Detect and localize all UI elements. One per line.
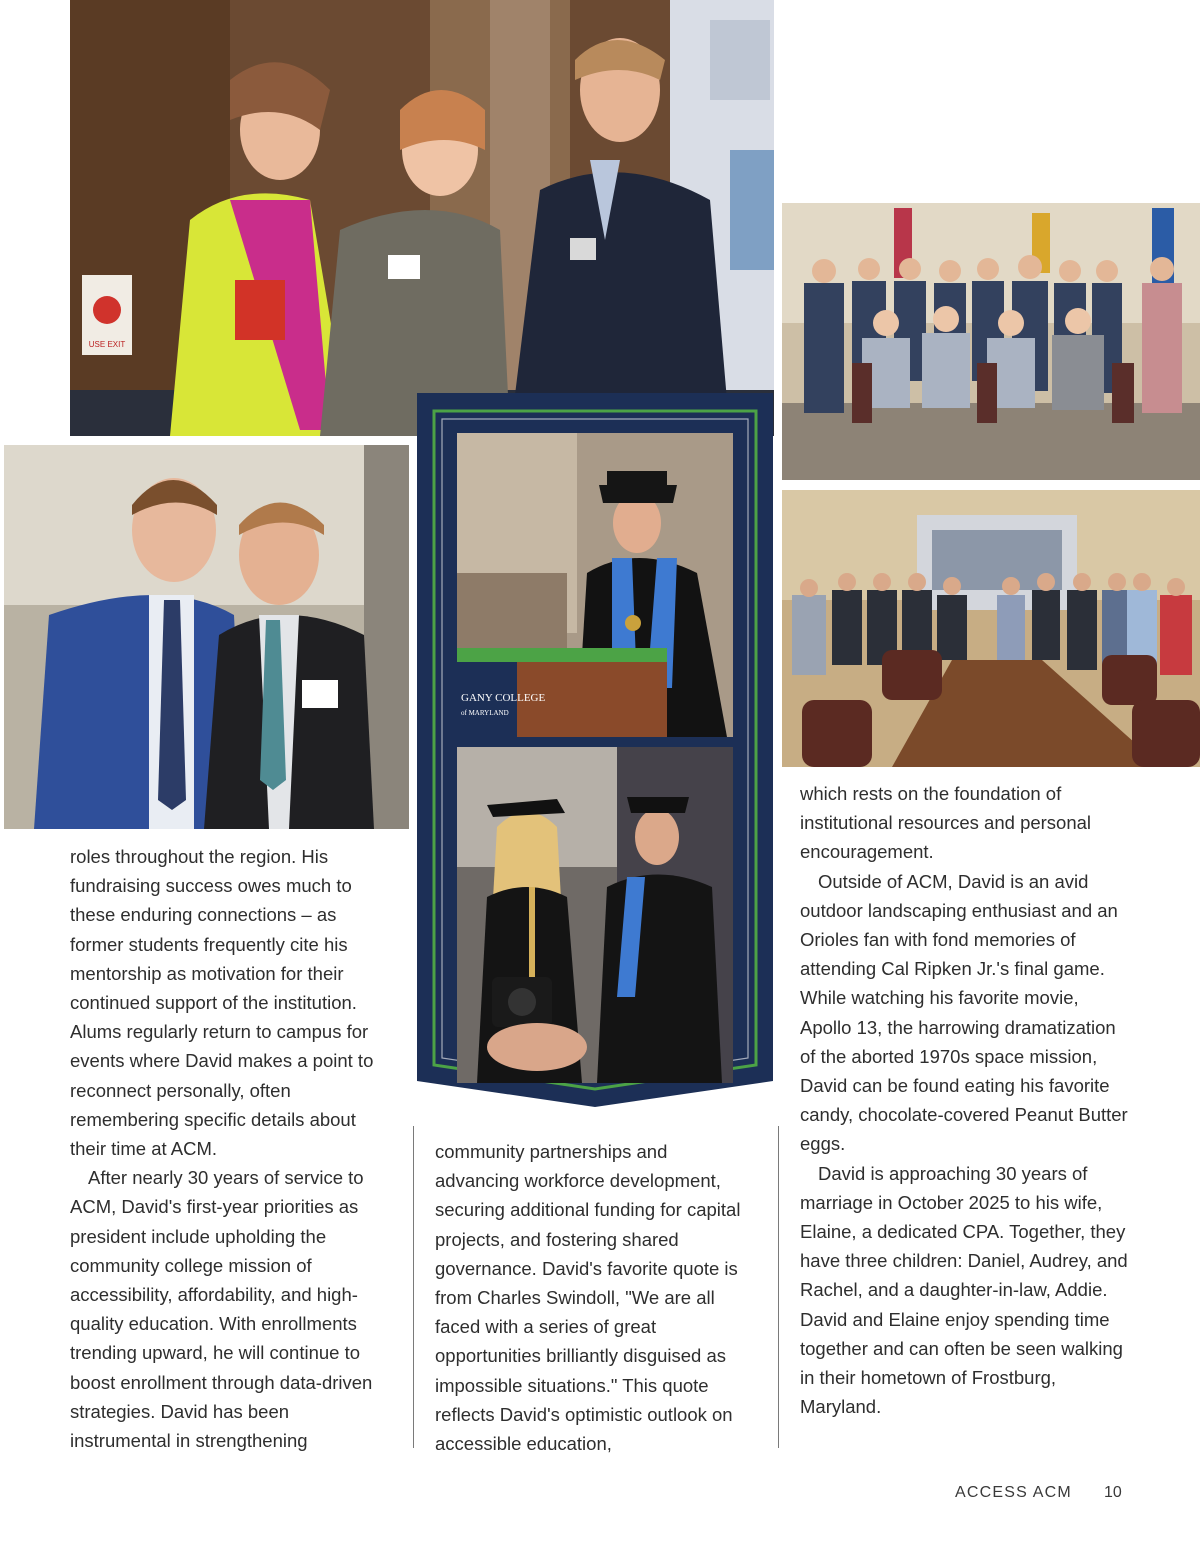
podium-sign-subtext: of MARYLAND bbox=[461, 709, 509, 717]
commencement-banner bbox=[417, 393, 773, 1107]
photo-two-men bbox=[4, 445, 409, 829]
photo-conference-room bbox=[782, 490, 1200, 767]
article-paragraph: community partnerships and advancing workforce development, securing additional funding for capital projects, and fostering shared governance. David's favorite quote is from Charles Swindoll, "We are all faced with a series of great opportunities brilliantly disguised as impossible situations." This quote reflects David's optimistic outlook on accessible education, bbox=[435, 1141, 741, 1455]
article-paragraph: David is approaching 30 years of marriage in October 2025 to his wife, Elaine, a dedicated CPA. Together, they have three children: Daniel, Audrey, and Rachel, and a daughter-in-law, Addie. David and Elaine enjoy spending time together and can often be seen walking in their hometown of Frostburg, Maryland. bbox=[800, 1162, 1128, 1418]
photo-president-podium bbox=[457, 433, 733, 737]
photo-graduate-handshake bbox=[457, 747, 733, 1083]
podium-sign-text: GANY COLLEGE bbox=[461, 692, 546, 704]
exit-sign-label: USE EXIT bbox=[88, 340, 126, 349]
photo-reception bbox=[70, 0, 774, 436]
article-column-2 bbox=[435, 1137, 753, 1458]
column-divider bbox=[413, 1126, 414, 1448]
article-column-3 bbox=[800, 779, 1130, 1421]
column-divider bbox=[778, 1126, 779, 1448]
footer-publication: ACCESS ACM bbox=[955, 1484, 1072, 1501]
article-paragraph: which rests on the foundation of institutional resources and personal encouragement. bbox=[800, 783, 1092, 863]
photo-student-group bbox=[782, 203, 1200, 480]
article-paragraph: After nearly 30 years of service to ACM, David's first-year priorities as president include upholding the community college mission of accessibility, affordability, and high-quality education. With enrollments trending upward, he will continue to boost enrollment through data-driven strategies. David has been instrumental in strengthening bbox=[70, 1167, 373, 1452]
article-paragraph: roles throughout the region. His fundraising success owes much to these enduring connections – as former students frequently cite his mentorship as motivation for their continued support of the institution. Alums regularly return to campus for events where David makes a point to reconnect personally, often remembering specific details about their time at ACM. bbox=[70, 846, 374, 1160]
footer-page-number: 10 bbox=[1104, 1484, 1122, 1501]
article-column-1 bbox=[70, 842, 385, 1455]
article-paragraph: Outside of ACM, David is an avid outdoor landscaping enthusiast and an Orioles fan with fond memories of attending Cal Ripken Jr.'s final game. While watching his favorite movie, Apollo 13, the harrowing dramatization of the aborted 1970s space mission, David can be found eating his favorite candy, chocolate-covered Peanut Butter eggs. bbox=[800, 870, 1128, 1155]
